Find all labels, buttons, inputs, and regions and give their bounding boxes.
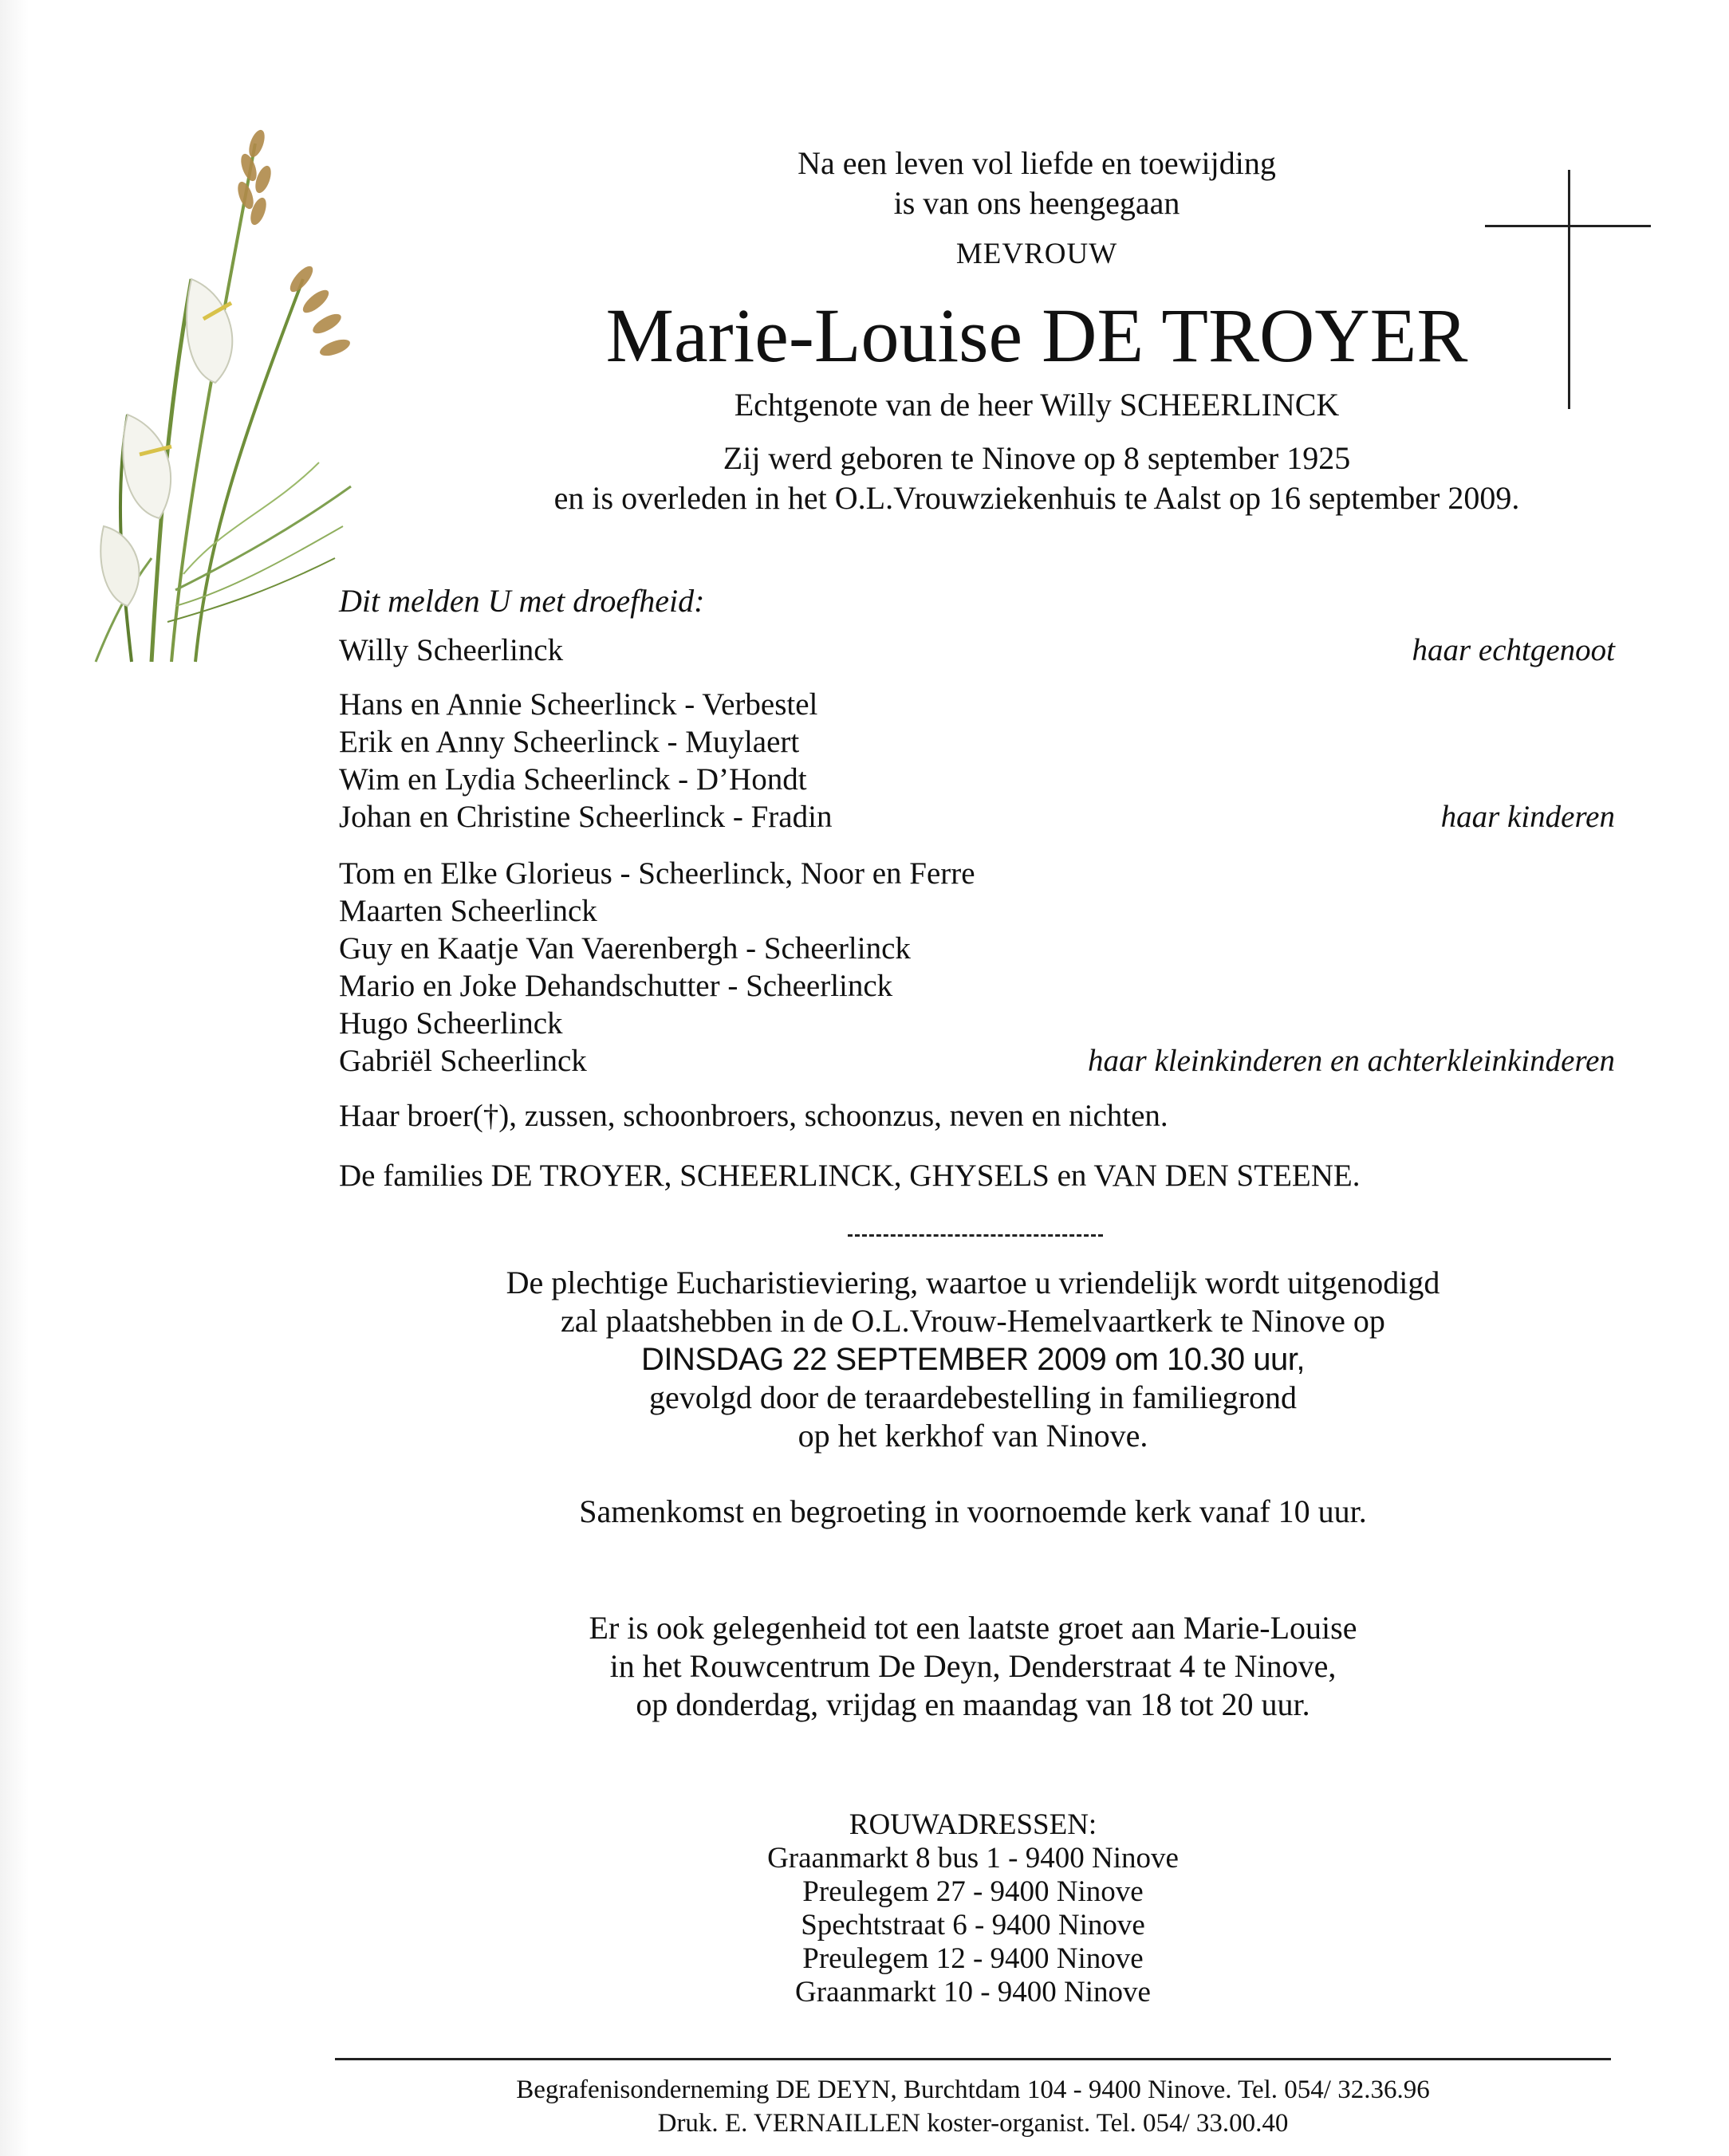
cross-icon-crossbar [1485, 225, 1651, 227]
footer-divider [335, 2058, 1611, 2060]
farewell-line: in het Rouwcentrum De Deyn, Denderstraat 4 te Ninove, [609, 1648, 1337, 1684]
page-edge-shade [0, 0, 29, 2156]
address-item: Preulegem 27 - 9400 Ninove [802, 1875, 1144, 1908]
ceremony-text [415, 1264, 1531, 1455]
address-item: Preulegem 12 - 9400 Ninove [802, 1942, 1144, 1975]
gathering-text: Samenkomst en begroeting in voornoemde kerk vanaf 10 uur. [579, 1493, 1367, 1529]
birth-line: Zij werd geboren te Ninove op 8 september 1925 [723, 440, 1351, 476]
mourner-name: Tom en Elke Glorieus - Scheerlinck, Noor en Ferre [339, 856, 975, 891]
mourner-name: Hugo Scheerlinck [339, 1006, 563, 1041]
address-item: Spechtstraat 6 - 9400 Ninove [801, 1909, 1145, 1942]
birth-death-text [415, 439, 1659, 518]
mourner-name: Willy Scheerlinck [339, 633, 564, 667]
mourner-row [339, 631, 1615, 669]
mourner-row [339, 967, 1615, 1005]
printer-line: Druk. E. VERNAILLEN koster-organist. Tel. 054/ 33.00.40 [657, 2109, 1289, 2138]
mourner-row [339, 723, 1615, 761]
farewell-text [415, 1609, 1531, 1724]
mourner-name: Mario en Joke Dehandschutter - Scheerlinck [339, 969, 893, 1003]
footer-text [335, 2073, 1611, 2140]
deceased-name: Marie-Louise DE TROYER [605, 293, 1468, 378]
farewell-line: op donderdag, vrijdag en maandag van 18 tot 20 uur. [636, 1686, 1310, 1722]
address-item: Graanmarkt 8 bus 1 - 9400 Ninove [767, 1842, 1179, 1875]
mourner-name: Erik en Anny Scheerlinck - Muylaert [339, 725, 800, 759]
section-divider [848, 1234, 1103, 1237]
mourner-row [339, 930, 1615, 967]
mourner-row [339, 686, 1615, 723]
mourner-name: Hans en Annie Scheerlinck - Verbestel [339, 687, 818, 722]
intro-line: is van ons heengegaan [893, 185, 1180, 221]
ceremony-line: gevolgd door de teraardebestelling in familiegrond [649, 1379, 1297, 1415]
families-line: De families DE TROYER, SCHEERLINCK, GHYSELS en VAN DEN STEENE. [339, 1159, 1361, 1193]
mourners-grandchildren [339, 855, 1615, 1080]
flower-illustration [32, 112, 367, 670]
address-item: Graanmarkt 10 - 9400 Ninove [795, 1976, 1151, 2008]
addresses-heading: ROUWADRESSEN: [849, 1808, 1097, 1841]
ceremony-line: zal plaatshebben in de O.L.Vrouw-Hemelvaartkerk te Ninove op [561, 1303, 1385, 1339]
relation-label: haar kleinkinderen en achterkleinkinderen [1088, 1044, 1615, 1078]
mourner-name: Johan en Christine Scheerlinck - Fradin [339, 800, 833, 834]
mourner-row [339, 798, 1615, 836]
mourner-row [339, 892, 1615, 930]
mourner-name: Wim en Lydia Scheerlinck - D’Hondt [339, 762, 807, 797]
mourner-row [339, 1042, 1615, 1080]
mourner-row [339, 761, 1615, 798]
ceremony-line: op het kerkhof van Ninove. [798, 1418, 1148, 1454]
relatives-line: Haar broer(†), zussen, schoonbroers, schoonzus, neven en nichten. [339, 1099, 1168, 1133]
death-line: en is overleden in het O.L.Vrouwziekenhuis te Aalst op 16 september 2009. [553, 480, 1520, 516]
intro-text [415, 144, 1659, 223]
mourner-name: Gabriël Scheerlinck [339, 1044, 587, 1078]
relation-label: haar kinderen [1440, 800, 1615, 834]
mourner-name: Guy en Kaatje Van Vaerenbergh - Scheerlinck [339, 931, 911, 966]
ceremony-line: De plechtige Eucharistieviering, waartoe u vriendelijk wordt uitgenodigd [506, 1265, 1440, 1300]
mourner-name: Maarten Scheerlinck [339, 894, 597, 928]
intro-line: Na een leven vol liefde en toewijding [798, 145, 1276, 181]
farewell-line: Er is ook gelegenheid tot een laatste groet aan Marie-Louise [589, 1610, 1357, 1646]
relation-label: haar echtgenoot [1412, 633, 1615, 667]
title-prefix: MEVROUW [955, 238, 1118, 270]
spouse-line: Echtgenote van de heer Willy SCHEERLINCK [734, 387, 1340, 423]
ceremony-date-time: DINSDAG 22 SEPTEMBER 2009 om 10.30 uur, [640, 1342, 1305, 1377]
mourner-row [339, 855, 1615, 892]
mourners-children [339, 686, 1615, 836]
mourner-row [339, 1005, 1615, 1042]
mourners-spouse [339, 631, 1615, 669]
announce-intro: Dit melden U met droefheid: [339, 583, 705, 619]
funeral-director-line: Begrafenisonderneming DE DEYN, Burchtdam 104 - 9400 Ninove. Tel. 054/ 32.36.96 [516, 2075, 1430, 2104]
mourning-addresses [654, 1808, 1292, 2009]
